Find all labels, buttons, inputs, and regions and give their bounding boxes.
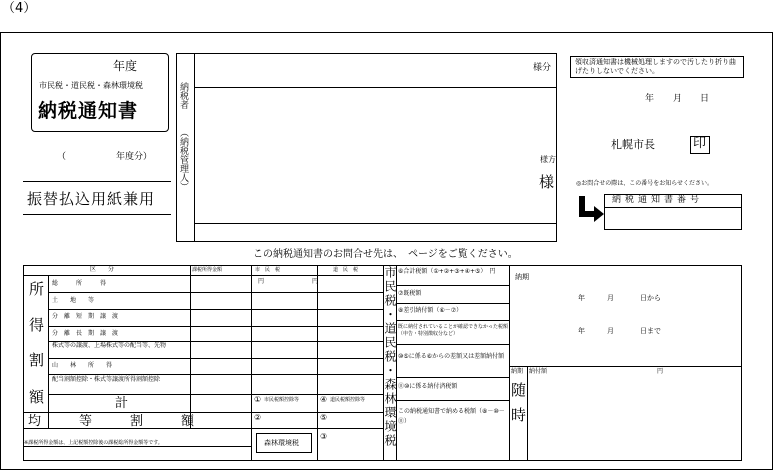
circle-5: ⑤ [320, 413, 328, 422]
calc-row: 既に納付されていることが確認できなかった税額（申告・特別徴収分など） [398, 324, 509, 337]
year-label: 年度 [113, 59, 138, 73]
pay-period-label: 納期 [511, 368, 524, 375]
honorific: 様 [539, 173, 555, 191]
period-until: 日まで [640, 327, 661, 335]
period-label: 納期 [515, 273, 529, 281]
header-kubun: 区 分 [90, 266, 115, 273]
income-row: 土 地 等 [52, 297, 95, 304]
divider [604, 207, 742, 208]
side-label: 所 [29, 280, 45, 298]
calc-row: この納税通知書で納める税額（⑧－⑩－⑪） [398, 408, 505, 425]
notice-number-label: 納税通知書番号 [612, 195, 704, 205]
tax-group-label: 市民税・道民税・森林環境税 [383, 266, 397, 448]
calc-row: ⑧差引納付額（⑥－⑦） [398, 307, 463, 314]
inquiry-line: この納税通知書のお問合せ先は、 ページをご覧ください。 [253, 249, 518, 260]
side-label: 得 [29, 316, 45, 334]
header-kazei: 課税所得金額 [192, 267, 223, 273]
table-footnote: ※課税所得金額は、上記税額控除後の課税総所得金額等です。 [24, 440, 163, 446]
processing-note: 領収済通知書は機械処理しますので汚したり折り曲げたりしないでください。 [575, 58, 736, 75]
calc-row: ⑥合計税額（①+②+③+④+⑤） 円 [398, 268, 496, 275]
side-label: 額 [29, 388, 45, 406]
pay-amount-label: 納付額 [529, 368, 548, 375]
side-label: 様方 [540, 155, 556, 164]
circle-4-note: 道民税額控除等 [330, 397, 366, 403]
divider [194, 87, 557, 88]
transfer-form-label: 振替払込用紙兼用 [27, 190, 156, 208]
divider [23, 181, 171, 182]
mayor-label: 札幌市長 [611, 138, 655, 151]
period-from: 日から [640, 294, 661, 302]
seal-mark: 印 [693, 136, 707, 151]
circle-3: ③ [320, 432, 328, 441]
divider [194, 223, 557, 224]
circle-2: ② [254, 413, 262, 422]
period-month-1: 月 [607, 294, 614, 302]
manager-label: （納税管理人） [178, 128, 188, 191]
inquiry-note: ◎お問合せの際は、この番号をお知らせください。 [576, 180, 714, 187]
taxpayer-label: 納税者 [178, 82, 188, 109]
year-paren-open: （ [57, 152, 67, 162]
header-doumin: 道 民 税 [333, 267, 359, 273]
honorific-top: 様分 [533, 63, 552, 73]
zuiji-label-2: 時 [511, 406, 527, 424]
calc-row: ⑩⑤に係る⑥からの差額又は差額納付額 [398, 353, 505, 360]
divider [194, 53, 195, 242]
calc-row: ⑪⑩に係る納付済税額 [398, 383, 458, 390]
date-day: 日 [700, 94, 710, 104]
date-year: 年 [645, 94, 655, 104]
income-row: 配当割額控除・株式等譲渡所得割額控除 [52, 376, 161, 383]
total-label: 計 [115, 396, 129, 411]
kinto-label: 均 等 割 額 [28, 414, 199, 429]
income-row: 株式等の譲渡、上場株式等の配当等、先物 [52, 342, 167, 349]
header-shimin: 市 民 税 [255, 267, 281, 273]
divider [23, 214, 171, 215]
period-month-2: 月 [607, 327, 614, 335]
date-month: 月 [673, 94, 683, 104]
side-label: 割 [29, 351, 45, 369]
tax-types: 市民税・道民税・森林環境税 [39, 81, 143, 90]
year-paren-label: 年度分） [116, 152, 153, 162]
pay-yen: 円 [657, 368, 664, 375]
income-row: 分 離 短 期 譲 渡 [52, 313, 119, 320]
circle-1-note: 市民税額控除等 [264, 397, 300, 403]
yen-unit: 円 [312, 278, 319, 285]
income-row: 総 所 得 [52, 280, 107, 287]
circle-1: ① [254, 395, 262, 404]
zuiji-label-1: 随 [511, 381, 527, 399]
calc-row: ⑦既税額 [398, 290, 422, 297]
forest-tax-label: 森林環境税 [264, 439, 299, 447]
notice-title: 納税通知書 [38, 100, 139, 122]
period-year-1: 年 [578, 294, 585, 302]
period-year-2: 年 [578, 327, 585, 335]
taxpayer-box [176, 53, 557, 242]
income-row: 分 離 長 期 譲 渡 [52, 330, 119, 337]
circle-4: ④ [320, 395, 328, 404]
income-row: 山 林 所 得 [52, 362, 113, 369]
yen-unit: 円 [258, 278, 265, 285]
section-label: （4） [2, 1, 37, 16]
